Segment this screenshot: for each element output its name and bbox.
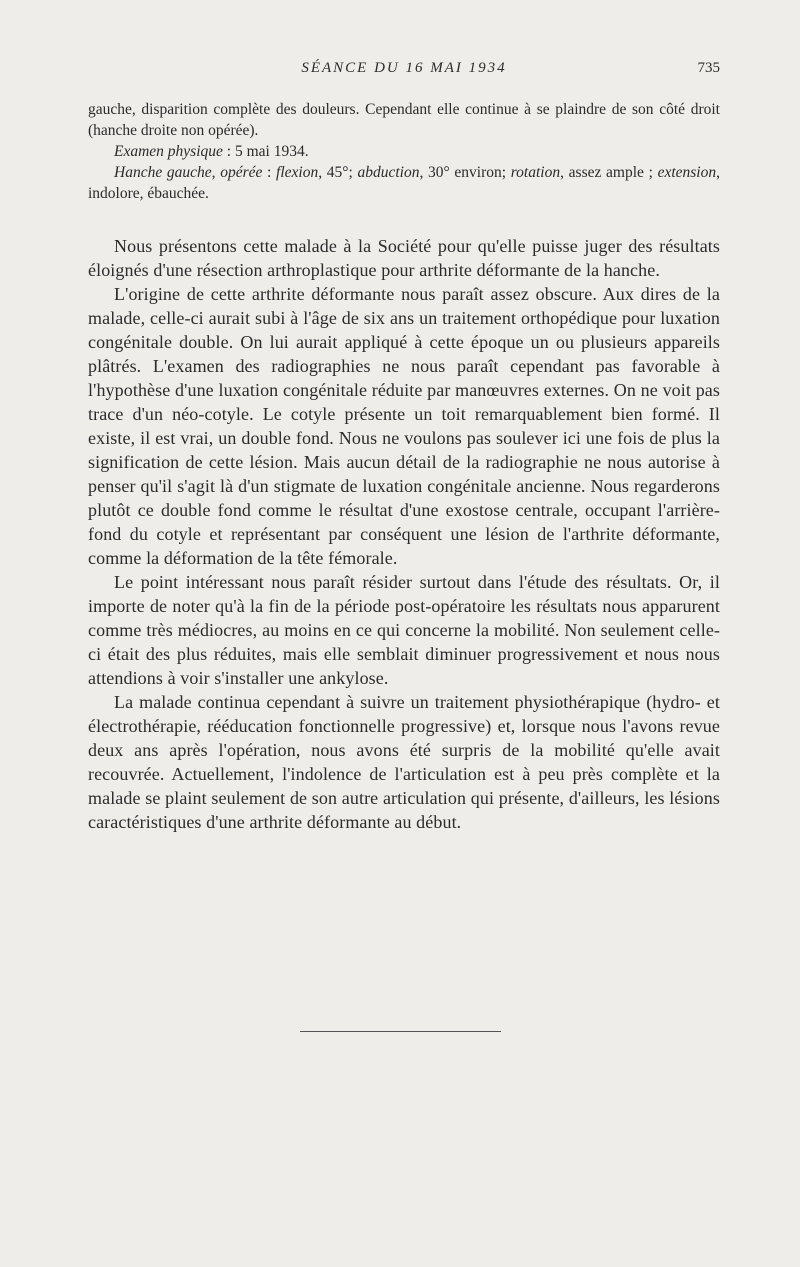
separator: :	[262, 164, 277, 181]
paragraph-presentation: Nous présentons cette malade à la Société pour qu'elle puisse juger des résultats éloignés d'une résection arthroplastique pour arthrite déformante de la hanche.	[88, 236, 720, 280]
extension-label: extension	[657, 164, 717, 181]
exam-label: Examen physique	[114, 143, 223, 160]
page-header	[88, 60, 720, 84]
exam-date: : 5 mai 1934.	[222, 143, 309, 160]
section-divider	[300, 1031, 501, 1032]
abduction-value: , 30° environ;	[419, 164, 511, 181]
paragraph-origin: L'origine de cette arthrite déformante nous paraît assez obscure. Aux dires de la malade, celle-ci aurait subi à l'âge de six ans un traitement orthopédique pour luxation congénitale double. On lui aurait appliqué à cette époque un ou plusieurs appareils plâtrés. L'examen des radiographies ne nous paraît cependant pas favorable à l'hypothèse d'une luxation congénitale réduite par manœuvres externes. On ne voit pas trace d'un néo-cotyle. Le cotyle présente un toit remarquablement bien formé. Il existe, il est vrai, un double fond. Nous ne voulons pas soulever ici une fois de plus la signification de cette lésion. Mais aucun détail de la radiographie ne nous autorise à penser qu'il s'agit là d'un stigmate de luxation congénitale ancienne. Nous regarderons plutôt ce double fond comme le résultat d'une exostose centrale, occupant l'arrière-fond du cotyle et représentant par conséquent une lésion de l'arthrite déformante, comme la déformation de la tête fémorale.	[88, 284, 720, 568]
paragraph-outcome: La malade continua cependant à suivre un traitement physiothérapique (hydro- et électrothérapie, rééducation fonctionnelle progressive) et, lorsque nous l'avons revue deux ans après l'opération, nous avons été surpris de la mobilité qu'elle avait recouvrée. Actuellement, l'indolence de l'articulation est à peu près complète et la malade se plaint seulement de son autre articulation qui présente, d'ailleurs, les lésions caractéristiques d'une arthrite déformante au début.	[88, 692, 720, 832]
hip-label: Hanche gauche, opérée	[114, 164, 263, 181]
abduction-label: abduction	[357, 164, 420, 181]
rotation-label: rotation	[510, 164, 561, 181]
page-number: 735	[697, 60, 720, 76]
text-block	[88, 99, 720, 834]
hip-findings	[88, 162, 720, 204]
running-title: SÉANCE DU 16 MAI 1934	[301, 60, 507, 76]
body-text	[88, 234, 720, 834]
case-notes	[88, 99, 720, 204]
extension-value: , indolore, ébauchée.	[88, 164, 720, 202]
paragraph-results: Le point intéressant nous paraît résider surtout dans l'étude des résultats. Or, il importe de noter qu'à la fin de la période post-opératoire les résultats nous apparurent comme très médiocres, au moins en ce qui concerne la mobilité. Non seulement celle-ci était des plus réduites, mais elle semblait diminuer progressivement et nous nous attendions à voir s'installer une ankylose.	[88, 572, 720, 688]
flexion-value: , 45°;	[318, 164, 358, 181]
case-continuation: gauche, disparition complète des douleurs. Cependant elle continue à se plaindre de son côté droit (hanche droite non opérée).	[88, 101, 720, 139]
rotation-value: , assez ample ;	[560, 164, 658, 181]
physical-exam-line	[88, 141, 720, 162]
flexion-label: flexion	[276, 164, 319, 181]
